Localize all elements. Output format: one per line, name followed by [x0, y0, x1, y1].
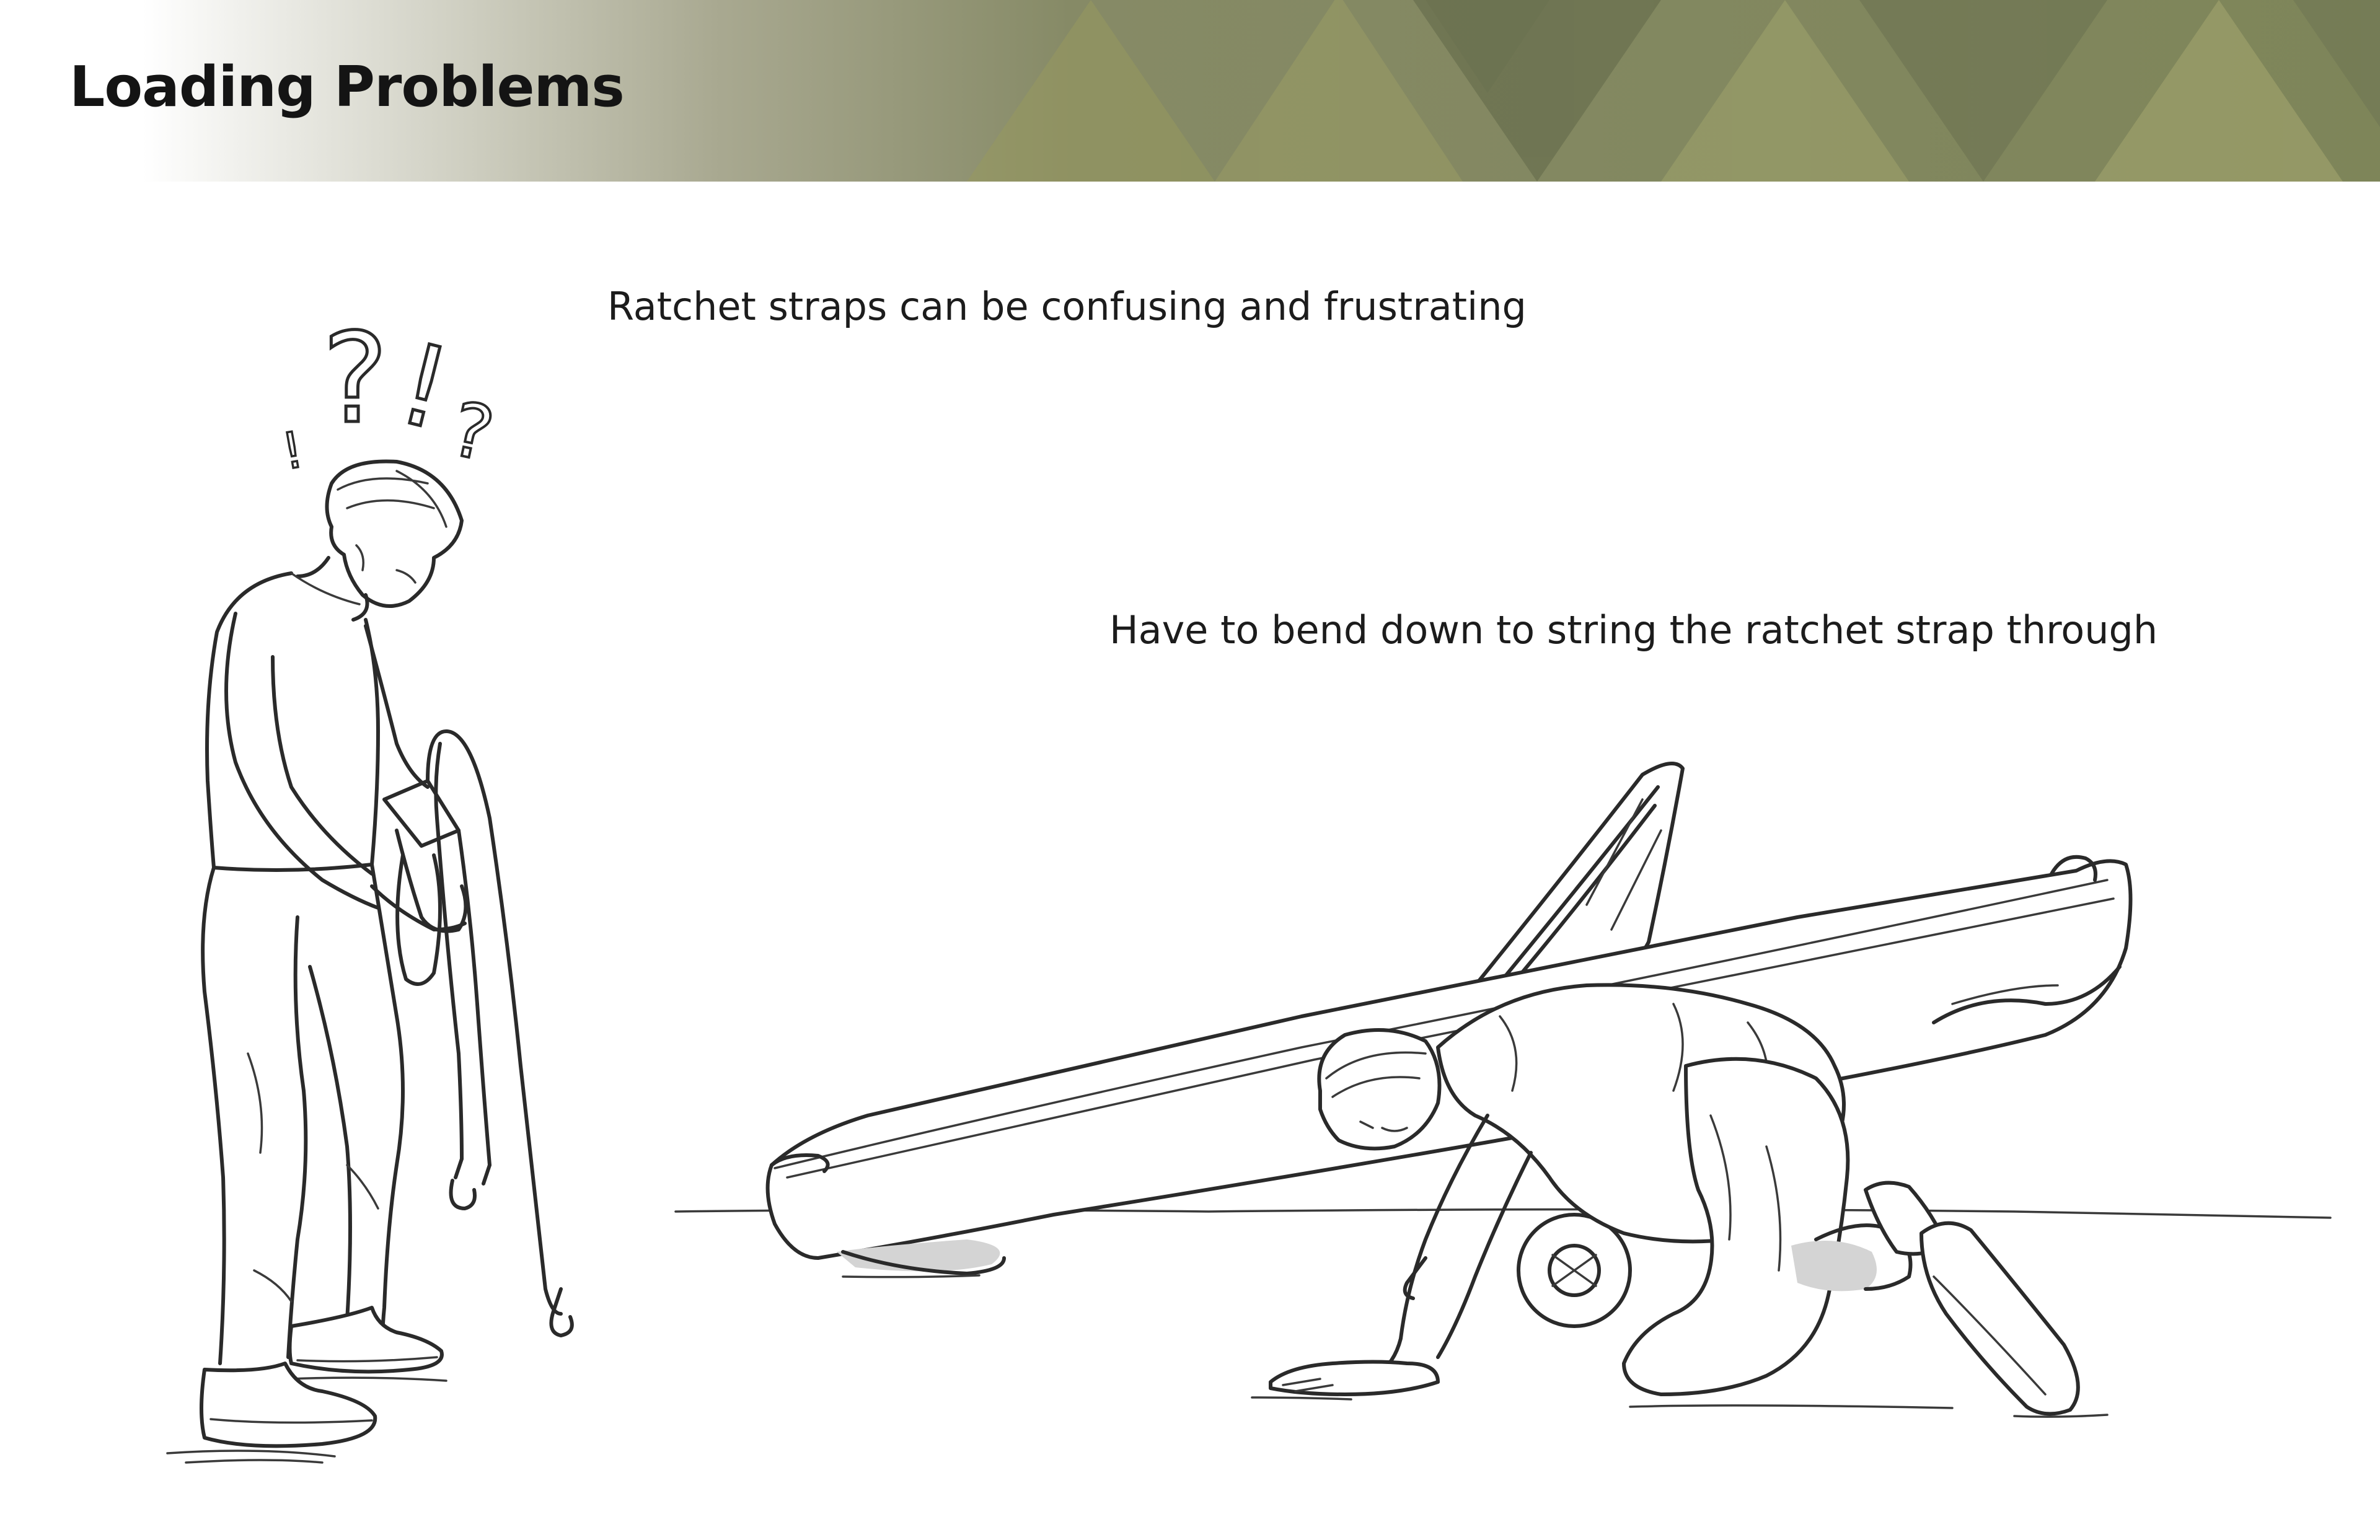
caption-ratchet-confusing: Ratchet straps can be confusing and frustrating	[607, 284, 1527, 329]
exclamation-mark-small-icon	[278, 421, 307, 481]
svg-text:?: ?	[444, 386, 501, 479]
svg-text:!: !	[387, 319, 462, 456]
page-title: Loading Problems	[69, 55, 624, 120]
svg-text:?: ?	[322, 307, 389, 451]
question-mark-small-icon	[444, 386, 501, 478]
svg-text:!: !	[278, 420, 308, 481]
exclamation-mark-icon	[387, 319, 462, 455]
kayak-crawling-illustration	[676, 763, 2330, 1417]
caption-bend-down: Have to bend down to string the ratchet strap through	[1109, 607, 2158, 653]
question-mark-large-icon	[322, 307, 388, 451]
confused-man-illustration	[167, 307, 572, 1463]
